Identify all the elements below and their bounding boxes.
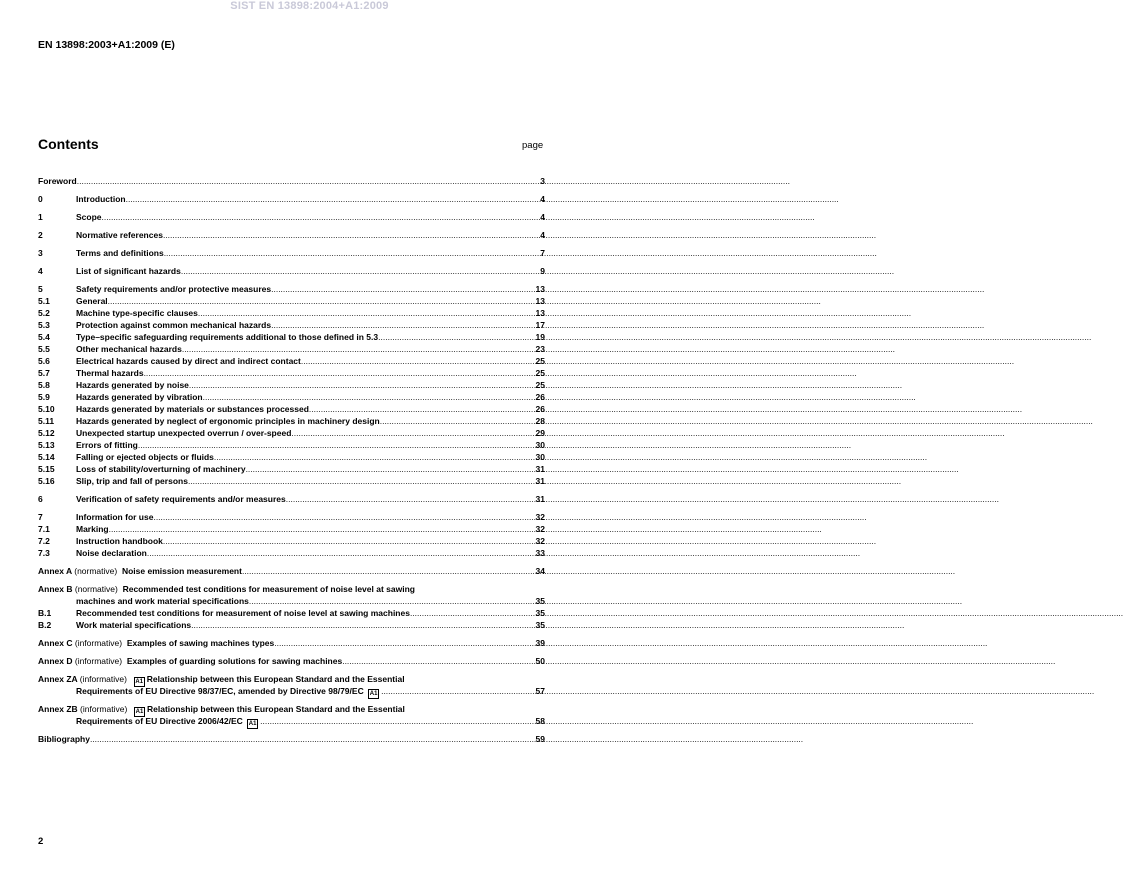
toc-entry-number: 7.1	[38, 524, 50, 534]
toc-entry-page: 32	[535, 536, 545, 546]
toc-entry-title: Hazards generated by vibration	[76, 392, 203, 402]
toc-entry-page: 17	[535, 320, 545, 330]
toc-entry-title: General	[76, 296, 108, 306]
toc-entry-number: 5.4	[38, 332, 50, 342]
toc-entry-page: 31	[535, 464, 545, 474]
leader-dots	[153, 511, 534, 523]
leader-dots	[102, 211, 540, 223]
toc-entry-annex-za[interactable]: Annex ZA (informative) A1 Relationship between this European Standard and the Essential	[38, 674, 405, 685]
toc-entry[interactable]	[38, 331, 545, 343]
toc-entry-page: 13	[535, 308, 545, 318]
toc-entry-annex-zb[interactable]: Annex ZB (informative) A1 Relationship between this European Standard and the Essential	[38, 704, 405, 715]
leader-dots	[378, 331, 534, 343]
toc-entry-number: 6	[38, 494, 43, 504]
toc-entry-title: Errors of fitting	[76, 440, 138, 450]
toc-entry-title: Introduction	[76, 194, 126, 204]
leader-dots	[109, 523, 535, 535]
toc-entry-page: 32	[535, 512, 545, 522]
leader-dots	[163, 535, 535, 547]
toc-entry[interactable]	[38, 211, 545, 223]
amendment-start-mark-icon: A1	[135, 709, 144, 715]
toc-entry-page: 31	[535, 494, 545, 504]
toc-entry-number: 5.15	[38, 464, 55, 474]
toc-entry-number: 5	[38, 284, 43, 294]
amendment-end-mark-icon: A1	[248, 721, 257, 727]
toc-entry[interactable]	[38, 391, 545, 403]
toc-entry-page: 30	[535, 440, 545, 450]
toc-entry-annex-zb-cont[interactable]: Requirements of EU Directive 2006/42/EC A1 ..... 58	[38, 715, 545, 727]
toc-entry-title: Noise declaration	[76, 548, 147, 558]
toc-entry[interactable]	[38, 535, 545, 547]
table-of-contents	[38, 175, 545, 745]
leader-dots	[189, 379, 535, 391]
toc-entry-page: 31	[535, 476, 545, 486]
leader-dots	[138, 439, 535, 451]
toc-entry-page: 25	[535, 380, 545, 390]
toc-entry-title: Loss of stability/overturning of machinery	[76, 464, 246, 474]
toc-entry-page: 29	[535, 428, 545, 438]
toc-entry-title: Normative references	[76, 230, 163, 240]
toc-entry-bibliography[interactable]: Bibliography ..... 59	[38, 733, 545, 745]
watermark: SIST EN 13898:2004+A1:2009	[230, 0, 389, 12]
toc-entry-page: 25	[535, 368, 545, 378]
toc-entry[interactable]	[38, 343, 545, 355]
toc-entry-page: 19	[535, 332, 545, 342]
leader-dots	[164, 247, 540, 259]
toc-entry-title: Machine type-specific clauses	[76, 308, 198, 318]
toc-entry-page: 4	[540, 212, 545, 222]
toc-entry-page: 26	[535, 404, 545, 414]
toc-entry-page: 4	[540, 194, 545, 204]
toc-entry-title: List of significant hazards	[76, 266, 181, 276]
toc-entry[interactable]	[38, 175, 545, 187]
toc-entry-number: 5.1	[38, 296, 50, 306]
toc-entry-number: 5.16	[38, 476, 55, 486]
toc-entry-b1[interactable]: B.1 Recommended test conditions for measurement of noise level at sawing machines ..... 35	[38, 607, 545, 619]
leader-dots	[271, 283, 534, 295]
leader-dots	[214, 451, 535, 463]
toc-entry-number: 5.3	[38, 320, 50, 330]
toc-entry-title: Electrical hazards caused by direct and indirect contact	[76, 356, 301, 366]
toc-entry-title: Instruction handbook	[76, 536, 163, 546]
toc-entry[interactable]	[38, 265, 545, 277]
amendment-start-mark-icon: A1	[135, 679, 144, 685]
toc-entry-annex-b-cont[interactable]: machines and work material specifications ..... 35	[38, 595, 545, 607]
leader-dots	[188, 475, 535, 487]
toc-entry[interactable]	[38, 193, 545, 205]
toc-entry[interactable]	[38, 283, 545, 295]
toc-entry-title: Hazards generated by noise	[76, 380, 189, 390]
leader-dots	[203, 391, 535, 403]
toc-entry-page: 9	[540, 266, 545, 276]
toc-entry-page: 13	[535, 284, 545, 294]
toc-entry[interactable]	[38, 307, 545, 319]
leader-dots	[380, 415, 535, 427]
leader-dots	[271, 319, 534, 331]
toc-entry-number: 0	[38, 194, 43, 204]
toc-entry-title: Safety requirements and/or protective measures	[76, 284, 272, 294]
toc-entry-annex-b[interactable]: Annex B (normative) Recommended test conditions for measurement of noise level at sawing	[38, 584, 415, 594]
toc-entry[interactable]	[38, 451, 545, 463]
toc-entry-page: 23	[535, 344, 545, 354]
toc-entry[interactable]	[38, 511, 545, 523]
toc-entry[interactable]	[38, 493, 545, 505]
page-number: 2	[38, 836, 44, 847]
toc-entry[interactable]	[38, 415, 545, 427]
toc-entry-title: Type–specific safeguarding requirements additional to those defined in 5.3	[76, 332, 379, 342]
toc-entry[interactable]	[38, 439, 545, 451]
contents-heading: Contents	[38, 136, 99, 152]
leader-dots	[181, 265, 539, 277]
toc-entry-title: Falling or ejected objects or fluids	[76, 452, 214, 462]
toc-entry-title: Marking	[76, 524, 109, 534]
toc-entry-title: Slip, trip and fall of persons	[76, 476, 188, 486]
toc-entry[interactable]	[38, 463, 545, 475]
toc-entry-number: 2	[38, 230, 43, 240]
toc-entry-number: 5.5	[38, 344, 50, 354]
page-column-label: page	[522, 140, 544, 151]
toc-entry[interactable]	[38, 475, 545, 487]
toc-entry-number: 5.9	[38, 392, 50, 402]
leader-dots	[182, 343, 535, 355]
toc-entry-number: 5.12	[38, 428, 55, 438]
leader-dots	[108, 295, 535, 307]
toc-entry-page: 25	[535, 356, 545, 366]
toc-entry-number: 7.3	[38, 548, 50, 558]
toc-entry-number: 5.10	[38, 404, 55, 414]
toc-entry-number: 5.11	[38, 416, 55, 426]
toc-entry-number: 4	[38, 266, 43, 276]
toc-entry-number: 5.13	[38, 440, 55, 450]
toc-entry-annex-d[interactable]: Annex D (informative) Examples of guarding solutions for sawing machines ..... 50	[38, 655, 545, 667]
toc-entry-page: 26	[535, 392, 545, 402]
amendment-end-mark-icon: A1	[369, 691, 378, 697]
toc-entry-page: 30	[535, 452, 545, 462]
toc-entry-title: Verification of safety requirements and/or measures	[76, 494, 286, 504]
toc-entry[interactable]	[38, 379, 545, 391]
toc-entry-page: 3	[540, 176, 545, 186]
toc-entry[interactable]	[38, 523, 545, 535]
toc-entry-number: 5.14	[38, 452, 55, 462]
toc-entry-annex-za-cont[interactable]: Requirements of EU Directive 98/37/EC, amended by Directive 98/79/EC A1 ..... 57	[38, 685, 545, 697]
leader-dots	[198, 307, 535, 319]
toc-entry[interactable]	[38, 367, 545, 379]
toc-entry-title: Protection against common mechanical hazards	[76, 320, 272, 330]
toc-entry-number: 5.2	[38, 308, 50, 318]
toc-entry-page: 7	[540, 248, 545, 258]
toc-entry[interactable]	[38, 355, 545, 367]
toc-entry-page: 32	[535, 524, 545, 534]
toc-entry[interactable]	[38, 295, 545, 307]
leader-dots	[144, 367, 535, 379]
toc-entry[interactable]	[38, 427, 545, 439]
toc-entry-number: 1	[38, 212, 43, 222]
toc-entry-b2[interactable]: B.2 Work material specifications ..... 35	[38, 619, 545, 631]
toc-entry-number: 3	[38, 248, 43, 258]
toc-entry[interactable]	[38, 547, 545, 559]
toc-entry[interactable]	[38, 403, 545, 415]
toc-entry-title: Terms and definitions	[76, 248, 164, 258]
toc-entry-title: Thermal hazards	[76, 368, 144, 378]
toc-entry-number: 7	[38, 512, 43, 522]
toc-entry[interactable]	[38, 229, 545, 241]
leader-dots	[246, 463, 535, 475]
leader-dots	[163, 229, 539, 241]
leader-dots	[126, 193, 540, 205]
toc-entry-annex-a[interactable]: Annex A (normative) Noise emission measurement ..... 34	[38, 565, 545, 577]
toc-entry[interactable]	[38, 319, 545, 331]
leader-dots	[147, 547, 535, 559]
toc-entry-title: Hazards generated by neglect of ergonomic principles in machinery design	[76, 416, 380, 426]
toc-entry-title: Other mechanical hazards	[76, 344, 182, 354]
toc-entry-number: 5.7	[38, 368, 50, 378]
leader-dots	[286, 493, 535, 505]
leader-dots	[301, 355, 535, 367]
toc-entry-annex-c[interactable]: Annex C (informative) Examples of sawing machines types ..... 39	[38, 637, 545, 649]
leader-dots	[291, 427, 534, 439]
toc-entry[interactable]	[38, 247, 545, 259]
toc-entry-number: 7.2	[38, 536, 50, 546]
toc-entry-title: Hazards generated by materials or substances processed	[76, 404, 309, 414]
toc-entry-page: 4	[540, 230, 545, 240]
toc-entry-number: 5.6	[38, 356, 50, 366]
toc-entry-page: 33	[535, 548, 545, 558]
toc-entry-title: Scope	[76, 212, 102, 222]
toc-entry-number: 5.8	[38, 380, 50, 390]
toc-entry-title: Foreword	[38, 176, 77, 186]
toc-entry-page: 28	[535, 416, 545, 426]
toc-entry-page: 13	[535, 296, 545, 306]
document-id: EN 13898:2003+A1:2009 (E)	[38, 39, 175, 51]
leader-dots	[309, 403, 535, 415]
toc-entry-title: Unexpected startup unexpected overrun / over-speed	[76, 428, 292, 438]
toc-entry-title: Information for use	[76, 512, 154, 522]
leader-dots	[77, 175, 540, 187]
